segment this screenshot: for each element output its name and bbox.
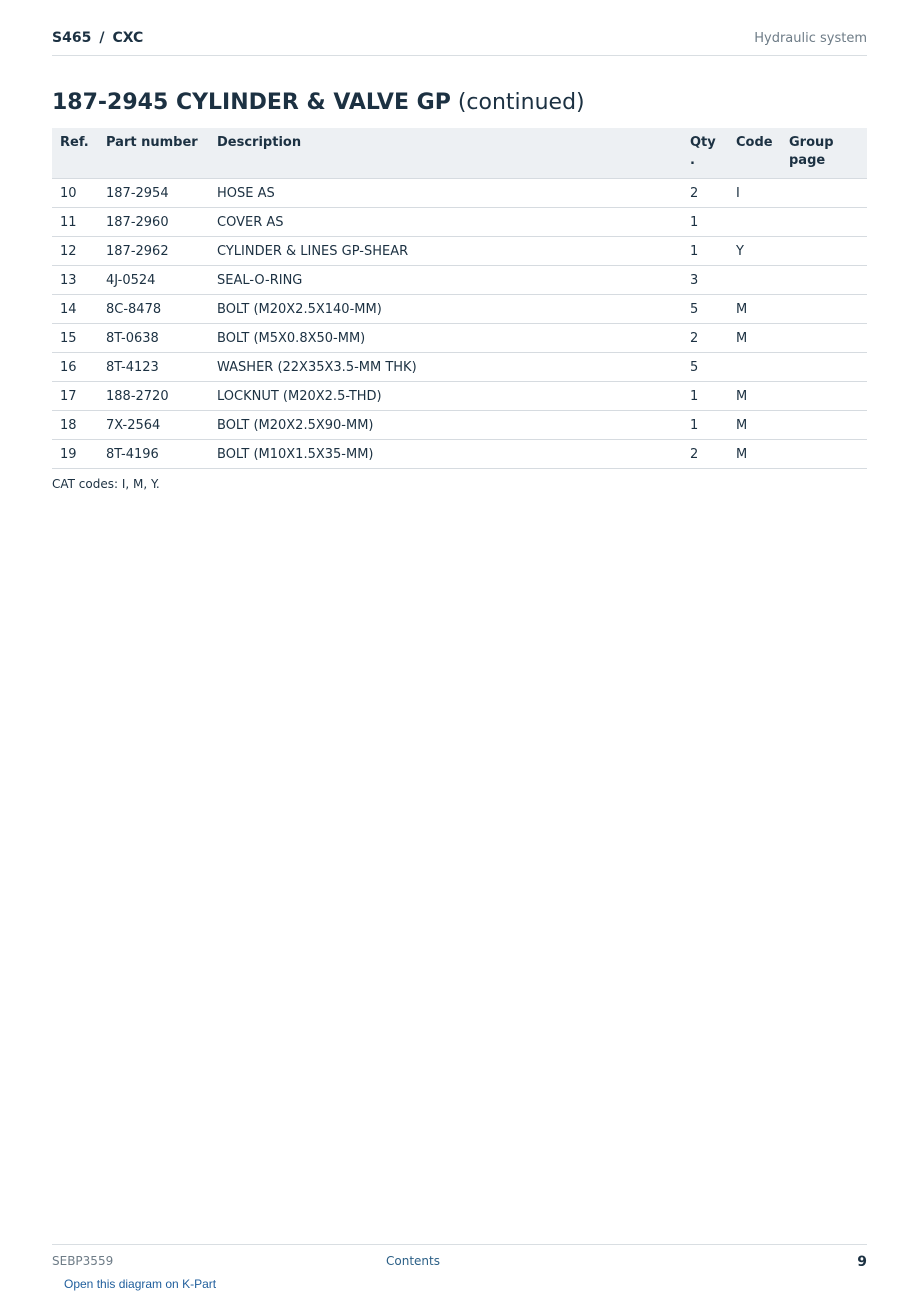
cat-codes-note: CAT codes: I, M, Y. [52,477,160,491]
ref-cell: 11 [52,208,98,237]
ref-cell: 19 [52,440,98,469]
part-number-cell: 187-2960 [98,208,209,237]
group-page-cell [781,208,867,237]
part-number-cell: 187-2954 [98,179,209,208]
table-header-row [52,128,867,179]
table-row [52,208,867,237]
table-row [52,179,867,208]
column-header-description: Description [209,128,682,179]
ref-cell: 12 [52,237,98,266]
table-row [52,324,867,353]
ref-cell: 16 [52,353,98,382]
qty-header-line2: . [690,153,695,168]
breadcrumb-separator: / [99,30,105,46]
qty-cell: 1 [682,237,728,266]
table-row [52,440,867,469]
ref-cell: 15 [52,324,98,353]
column-header-code: Code [728,128,781,179]
table-row [52,353,867,382]
code-cell: M [728,324,781,353]
qty-cell: 2 [682,440,728,469]
description-cell: BOLT (M20X2.5X90-MM) [209,411,682,440]
qty-cell: 2 [682,179,728,208]
column-header-group-page [781,128,867,179]
description-cell: SEAL-O-RING [209,266,682,295]
description-cell: LOCKNUT (M20X2.5-THD) [209,382,682,411]
code-cell: I [728,179,781,208]
part-number-cell: 4J-0524 [98,266,209,295]
part-number-cell: 8T-4123 [98,353,209,382]
column-header-qty [682,128,728,179]
title-continued: (continued) [450,90,585,115]
qty-cell: 1 [682,411,728,440]
group-page-cell [781,440,867,469]
description-cell: BOLT (M20X2.5X140-MM) [209,295,682,324]
model-name: S465 [52,30,92,46]
group-page-cell [781,324,867,353]
description-cell: BOLT (M10X1.5X35-MM) [209,440,682,469]
parts-table-body [52,179,867,469]
open-in-kpart-link[interactable]: Open this diagram on K-Part [64,1277,217,1291]
ref-cell: 10 [52,179,98,208]
description-cell: CYLINDER & LINES GP-SHEAR [209,237,682,266]
qty-cell: 5 [682,353,728,382]
group-page-cell [781,179,867,208]
page-footer [52,1244,867,1291]
description-cell: WASHER (22X35X3.5-MM THK) [209,353,682,382]
parts-table [52,128,867,469]
code-cell [728,208,781,237]
contents-link[interactable]: Contents [386,1254,440,1268]
code-cell [728,353,781,382]
code-cell: M [728,382,781,411]
model-variant: CXC [112,30,144,46]
group-page-cell [781,295,867,324]
ref-cell: 13 [52,266,98,295]
qty-header-line1: Qty [690,135,716,150]
table-row [52,411,867,440]
document-id: SEBP3559 [52,1254,114,1268]
section-name: Hydraulic system [754,31,867,46]
group-header-line2: page [789,153,826,168]
table-row [52,295,867,324]
part-number-cell: 8C-8478 [98,295,209,324]
table-row [52,237,867,266]
part-number-cell: 7X-2564 [98,411,209,440]
part-number-cell: 8T-0638 [98,324,209,353]
description-cell: COVER AS [209,208,682,237]
qty-cell: 1 [682,208,728,237]
group-page-cell [781,237,867,266]
ref-cell: 17 [52,382,98,411]
qty-cell: 1 [682,382,728,411]
part-number-cell: 188-2720 [98,382,209,411]
code-cell: M [728,295,781,324]
page-number: 9 [857,1254,867,1270]
column-header-ref: Ref. [52,128,98,179]
group-header-line1: Group [789,135,834,150]
code-cell [728,266,781,295]
ref-cell: 18 [52,411,98,440]
qty-cell: 5 [682,295,728,324]
ref-cell: 14 [52,295,98,324]
group-page-cell [781,382,867,411]
description-cell: HOSE AS [209,179,682,208]
table-row [52,382,867,411]
page-title [52,90,585,115]
qty-cell: 2 [682,324,728,353]
group-page-cell [781,411,867,440]
code-cell: Y [728,237,781,266]
page-header [52,28,867,56]
model-breadcrumb [52,30,143,46]
code-cell: M [728,411,781,440]
column-header-part-number: Part number [98,128,209,179]
table-row [52,266,867,295]
part-number-cell: 187-2962 [98,237,209,266]
group-page-cell [781,266,867,295]
qty-cell: 3 [682,266,728,295]
group-page-cell [781,353,867,382]
description-cell: BOLT (M5X0.8X50-MM) [209,324,682,353]
code-cell: M [728,440,781,469]
assembly-title: 187-2945 CYLINDER & VALVE GP [52,90,451,115]
part-number-cell: 8T-4196 [98,440,209,469]
